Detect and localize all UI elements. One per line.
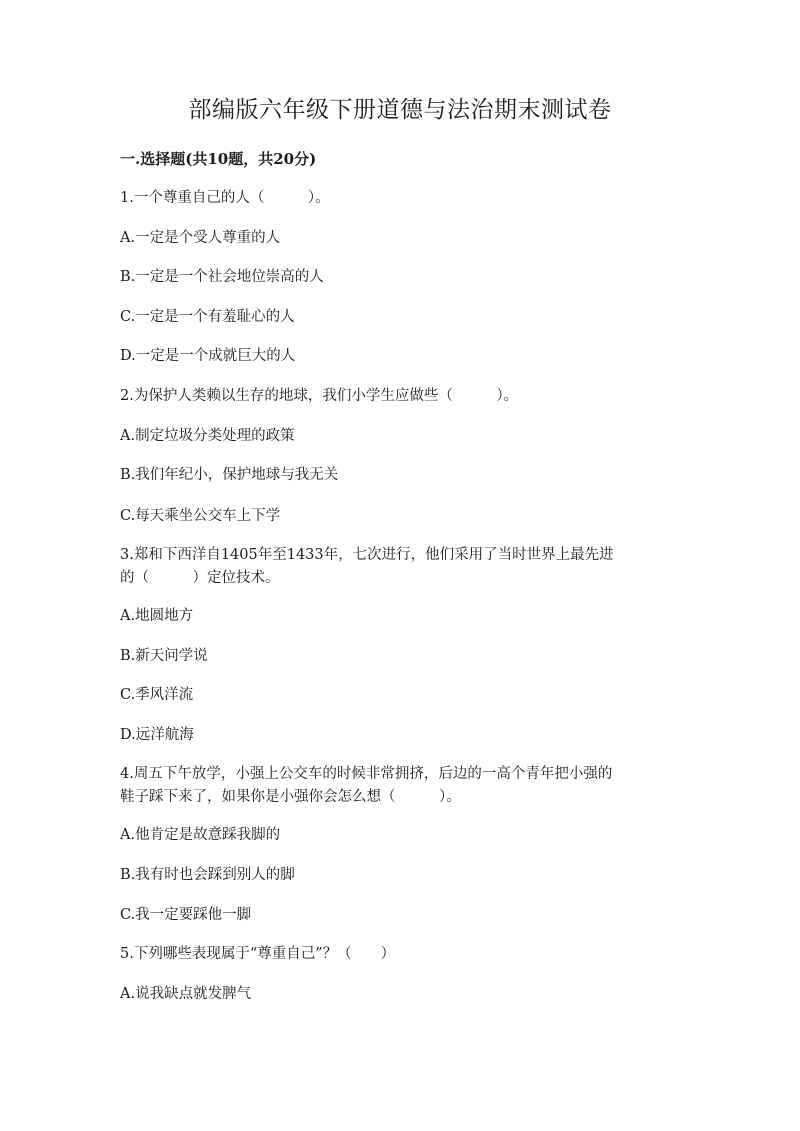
page-title: 部编版六年级下册道德与法治期末测试卷	[188, 97, 612, 123]
question-3-option-d: D.远洋航海	[120, 727, 194, 743]
question-3-option-b: B.新天问学说	[120, 648, 208, 664]
question-2-option-a: A.制定垃圾分类处理的政策	[120, 428, 295, 444]
question-3-stem-line-2: 的（ ）定位技术。	[120, 570, 280, 586]
question-3-option-a: A.地圆地方	[120, 608, 194, 624]
question-4-stem-line-1: 4.周五下午放学，小强上公交车的时候非常拥挤，后边的一高个青年把小强的	[120, 766, 613, 782]
question-1-option-b: B.一定是一个社会地位崇高的人	[120, 269, 324, 285]
question-2-option-c: C.每天乘坐公交车上下学	[120, 508, 281, 524]
question-1-stem: 1.一个尊重自己的人（ ）。	[120, 190, 330, 206]
question-2-option-b: B.我们年纪小，保护地球与我无关	[120, 467, 339, 483]
question-4-option-b: B.我有时也会踩到别人的脚	[120, 867, 295, 883]
question-4-option-a: A.他肯定是故意踩我脚的	[120, 827, 281, 843]
question-5-stem: 5.下列哪些表现属于“尊重自己”？（ ）	[120, 946, 396, 962]
question-1-option-a: A.一定是个受人尊重的人	[120, 230, 281, 246]
question-3-option-c: C.季风洋流	[120, 687, 194, 703]
question-1-option-d: D.一定是一个成就巨大的人	[120, 348, 296, 364]
question-4-stem-line-2: 鞋子踩下来了，如果你是小强你会怎么想（ ）。	[120, 789, 461, 805]
section-heading: 一.选择题(共10题，共20分)	[120, 150, 317, 168]
question-4-option-c: C.我一定要踩他一脚	[120, 907, 252, 923]
question-2-stem: 2.为保护人类赖以生存的地球，我们小学生应做些（ ）。	[120, 388, 519, 404]
question-1-option-c: C.一定是一个有羞耻心的人	[120, 309, 295, 325]
question-3-stem-line-1: 3.郑和下西洋自1405年至1433年，七次进行，他们采用了当时世界上最先进	[120, 547, 614, 563]
question-5-option-a: A.说我缺点就发脾气	[120, 986, 252, 1002]
